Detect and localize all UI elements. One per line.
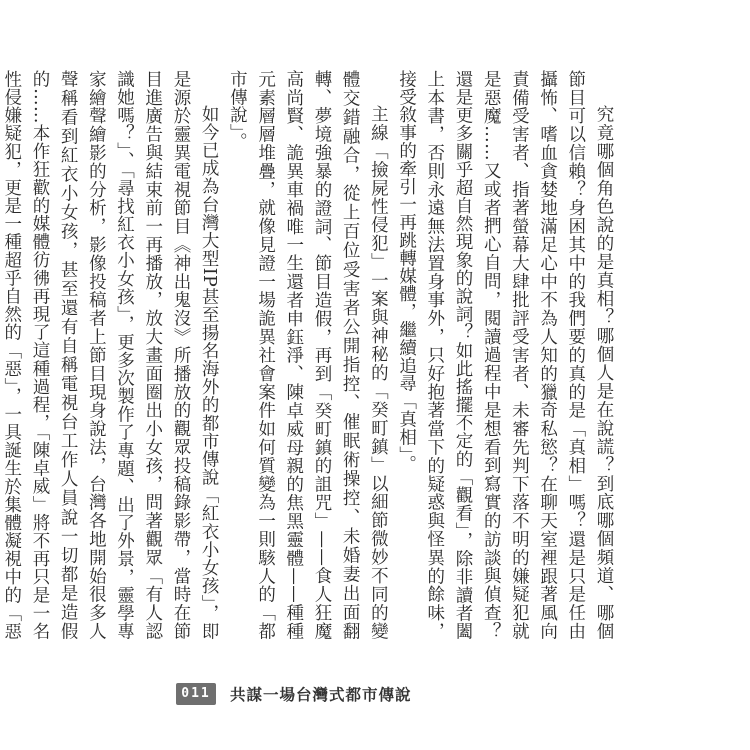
paragraph-1: 究竟哪個角色說的是真相？哪個人是在說謊？到底哪個頻道、哪個節目可以信賴？身困其中的我們要的真的是「真相」嗎？還是只是任由攝怖、嗜血貪婪地滿足心中不為人知的獵奇私慾？在聊天室裡跟著風向責備受害者、指著螢幕大肆批評受害者、未審先判下落不明的嫌疑犯就是惡魔……又或者捫心自問，閱讀過程中是想看到寫實的訪談與偵查？還是更多關乎超自然現象的說詞？如此搖擺不定的「觀看」，除非讀者闔上本書，否則永遠無法置身事外，只好抱著當下的疑惑與怪異的餘味，接受敘事的牽引一再跳轉媒體，繼續追尋「真相」。 (396, 70, 614, 640)
paragraph-2: 主線「撿屍性侵犯」一案與神秘的「癸町鎮」以細節微妙不同的變體交錯融合，從上百位受害者公開指控、催眠術操控、未婚妻出面翻轉、夢境強暴的證詞、節目造假，再到「癸町鎮的詛咒」——食人狂魔高尚賢、詭異車禍唯一生還者申鈺淨、陳卓威母親的焦黑靈體——種種元素層層堆疊，就像見證一場詭異社會案件如何質變為一則駭人的「都市傳說」。 (227, 70, 389, 640)
paragraph-3: 如今已成為台灣大型IP甚至揚名海外的都市傳說「紅衣小女孩」，即是源於靈異電視節目《神出鬼沒》所播放的觀眾投稿錄影帶，當時在節目進廣告與結束前一再播放，放大畫面圈出小女孩，問著觀眾「有人認識她嗎？」、「尋找紅衣小女孩」，更多次製作了專題、出了外景，靈學專家繪聲繪影的分析，影像投稿者上節目現身說法，台灣各地開始很多人聲稱看到紅衣小女孩，甚至還有自稱電視台工作人員說一切都是造假的……本作狂歡的媒體彷彿再現了這種過程，「陳卓威」將不再只是一名性侵嫌疑犯，更是一種超乎自然的「惡」，一具誕生於集體凝視中的「惡 (1, 70, 220, 640)
vertical-text-block (0, 70, 618, 640)
page-footer (176, 680, 412, 708)
running-title: 共謀一場台灣式都市傳說 (230, 685, 412, 704)
page-number: 011 (176, 683, 216, 705)
